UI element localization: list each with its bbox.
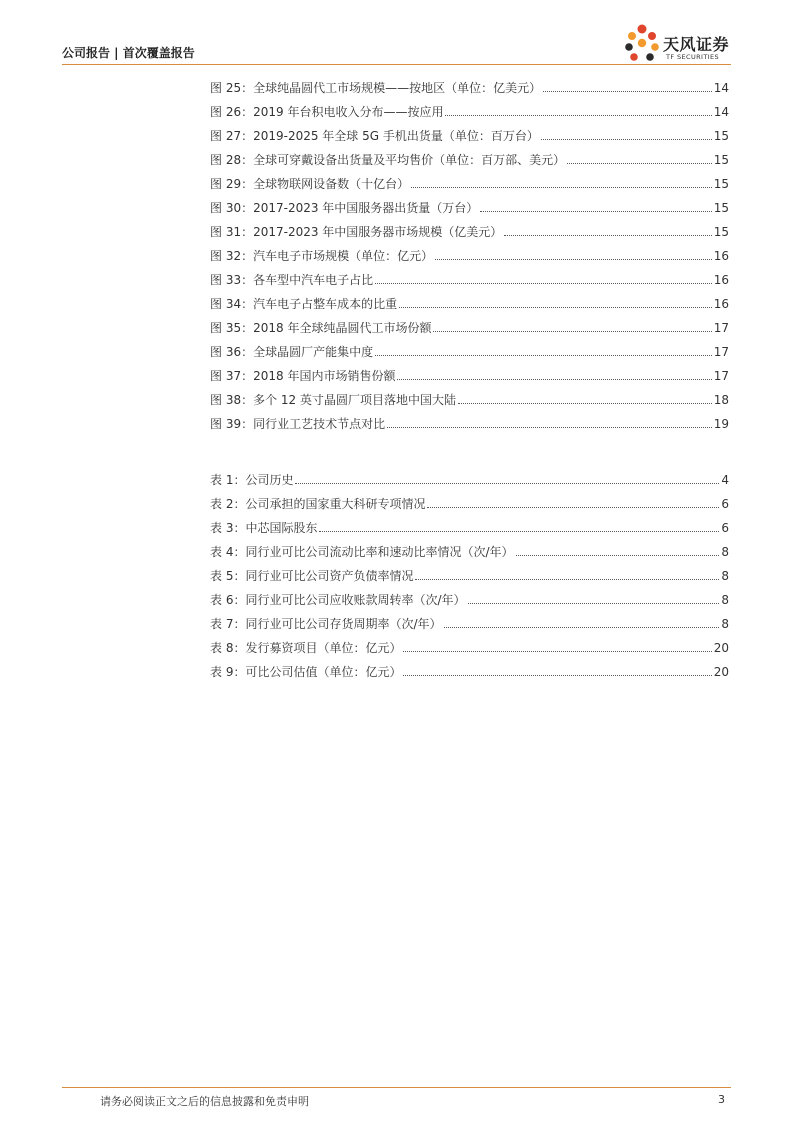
dot-leader — [444, 627, 720, 628]
dot-leader — [295, 483, 719, 484]
dot-leader — [458, 403, 712, 404]
dot-leader — [427, 507, 719, 508]
toc-entry-page: 20 — [713, 641, 729, 655]
toc-entry-page: 20 — [713, 665, 729, 679]
toc-entry-page: 15 — [713, 225, 729, 239]
footer-divider — [62, 1087, 731, 1088]
dot-leader — [319, 531, 719, 532]
dot-leader — [415, 579, 719, 580]
toc-entry-title: 图 27：2019-2025 年全球 5G 手机出货量（单位：百万台） — [210, 129, 539, 143]
toc-entry-table-1[interactable] — [210, 468, 729, 488]
toc-entry-page: 14 — [713, 81, 729, 95]
toc-entry-figure-30[interactable] — [210, 196, 729, 216]
toc-entry-figure-32[interactable] — [210, 244, 729, 264]
logo-name-cn: 天风证券 — [663, 35, 730, 54]
toc-entry-title: 表 6：同行业可比公司应收账款周转率（次/年） — [210, 593, 466, 607]
toc-entry-title: 图 28：全球可穿戴设备出货量及平均售价（单位：百万部、美元） — [210, 153, 566, 167]
toc-entry-page: 8 — [721, 545, 729, 559]
dot-leader — [480, 211, 711, 212]
toc-entry-page: 15 — [713, 129, 729, 143]
dot-leader — [397, 379, 711, 380]
dot-leader — [468, 603, 720, 604]
toc-entry-page: 15 — [713, 201, 729, 215]
dot-leader — [567, 163, 712, 164]
dot-leader — [403, 651, 711, 652]
toc-entry-title: 图 36：全球晶圆厂产能集中度 — [210, 345, 374, 359]
toc-entry-page: 16 — [713, 273, 729, 287]
toc-entry-figure-36[interactable] — [210, 340, 729, 360]
toc-entry-title: 图 37：2018 年国内市场销售份额 — [210, 369, 396, 383]
toc-entry-figure-28[interactable] — [210, 148, 729, 168]
toc-entry-page: 14 — [713, 105, 729, 119]
company-logo — [622, 22, 734, 68]
toc-entry-table-7[interactable] — [210, 612, 729, 632]
toc-entry-figure-34[interactable] — [210, 292, 729, 312]
toc-entry-title: 图 33：各车型中汽车电子占比 — [210, 273, 374, 287]
toc-entry-title: 图 38：多个 12 英寸晶圆厂项目落地中国大陆 — [210, 393, 456, 407]
dot-leader — [433, 331, 711, 332]
dot-leader — [411, 187, 712, 188]
dot-leader — [445, 115, 711, 116]
toc-entry-table-5[interactable] — [210, 564, 729, 584]
toc-entry-page: 6 — [721, 497, 729, 511]
dot-leader — [516, 555, 720, 556]
dot-leader — [504, 235, 711, 236]
dot-leader — [543, 91, 712, 92]
toc-entry-figure-26[interactable] — [210, 100, 729, 120]
toc-entry-page: 16 — [713, 249, 729, 263]
dot-leader — [403, 675, 711, 676]
toc-entry-title: 图 32：汽车电子市场规模（单位：亿元） — [210, 249, 434, 263]
toc-entry-page: 4 — [721, 473, 729, 487]
toc-entry-page: 6 — [721, 521, 729, 535]
toc-entry-title: 图 25：全球纯晶圆代工市场规模——按地区（单位：亿美元） — [210, 81, 542, 95]
header-label: 公司报告 | 首次覆盖报告 — [62, 46, 195, 60]
toc-entry-page: 8 — [721, 569, 729, 583]
toc-entry-figure-35[interactable] — [210, 316, 729, 336]
toc-entry-figure-39[interactable] — [210, 412, 729, 432]
toc-entry-title: 图 26：2019 年台积电收入分布——按应用 — [210, 105, 444, 119]
toc-entry-table-2[interactable] — [210, 492, 729, 512]
toc-entry-title: 图 31：2017-2023 年中国服务器市场规模（亿美元） — [210, 225, 503, 239]
toc-entry-table-8[interactable] — [210, 636, 729, 656]
toc-entry-title: 表 3：中芯国际股东 — [210, 521, 318, 535]
toc-entry-page: 17 — [713, 369, 729, 383]
toc-entry-title: 表 8：发行募资项目（单位：亿元） — [210, 641, 402, 655]
toc-entry-title: 表 7：同行业可比公司存货周期率（次/年） — [210, 617, 442, 631]
toc-entry-table-3[interactable] — [210, 516, 729, 536]
toc-entry-page: 19 — [713, 417, 729, 431]
toc-entry-page: 17 — [713, 345, 729, 359]
header-divider — [62, 64, 731, 65]
toc-entry-figure-31[interactable] — [210, 220, 729, 240]
dot-leader — [435, 259, 712, 260]
toc-entry-title: 表 2：公司承担的国家重大科研专项情况 — [210, 497, 426, 511]
dot-leader — [375, 355, 712, 356]
toc-entry-table-9[interactable] — [210, 660, 729, 680]
toc-entry-page: 17 — [713, 321, 729, 335]
toc-entry-page: 8 — [721, 593, 729, 607]
toc-entry-title: 表 4：同行业可比公司流动比率和速动比率情况（次/年） — [210, 545, 514, 559]
toc-entry-title: 图 30：2017-2023 年中国服务器出货量（万台） — [210, 201, 479, 215]
toc-entry-figure-25[interactable] — [210, 76, 729, 96]
logo-name-en: TF SECURITIES — [666, 53, 720, 61]
toc-entry-page: 16 — [713, 297, 729, 311]
toc-entry-figure-29[interactable] — [210, 172, 729, 192]
toc-entry-page: 15 — [713, 153, 729, 167]
toc-entry-title: 图 35：2018 年全球纯晶圆代工市场份额 — [210, 321, 432, 335]
toc-entry-title: 表 1：公司历史 — [210, 473, 294, 487]
toc-entry-figure-33[interactable] — [210, 268, 729, 288]
dot-leader — [387, 427, 712, 428]
dot-leader — [541, 139, 712, 140]
toc-entry-figure-38[interactable] — [210, 388, 729, 408]
dot-leader — [399, 307, 712, 308]
footer-disclaimer: 请务必阅读正文之后的信息披露和免责申明 — [100, 1095, 309, 1108]
toc-entry-title: 表 5：同行业可比公司资产负债率情况 — [210, 569, 414, 583]
toc-entry-figure-37[interactable] — [210, 364, 729, 384]
flower-logo-icon — [622, 22, 662, 68]
toc-entry-page: 8 — [721, 617, 729, 631]
toc-entry-title: 图 29：全球物联网设备数（十亿台） — [210, 177, 410, 191]
toc-entry-page: 18 — [713, 393, 729, 407]
dot-leader — [375, 283, 712, 284]
toc-entry-title: 图 34：汽车电子占整车成本的比重 — [210, 297, 398, 311]
toc-entry-table-4[interactable] — [210, 540, 729, 560]
toc-entry-table-6[interactable] — [210, 588, 729, 608]
page-number: 3 — [718, 1093, 725, 1106]
toc-entry-figure-27[interactable] — [210, 124, 729, 144]
toc-entry-title: 图 39：同行业工艺技术节点对比 — [210, 417, 386, 431]
toc-entry-page: 15 — [713, 177, 729, 191]
toc-entry-title: 表 9：可比公司估值（单位：亿元） — [210, 665, 402, 679]
